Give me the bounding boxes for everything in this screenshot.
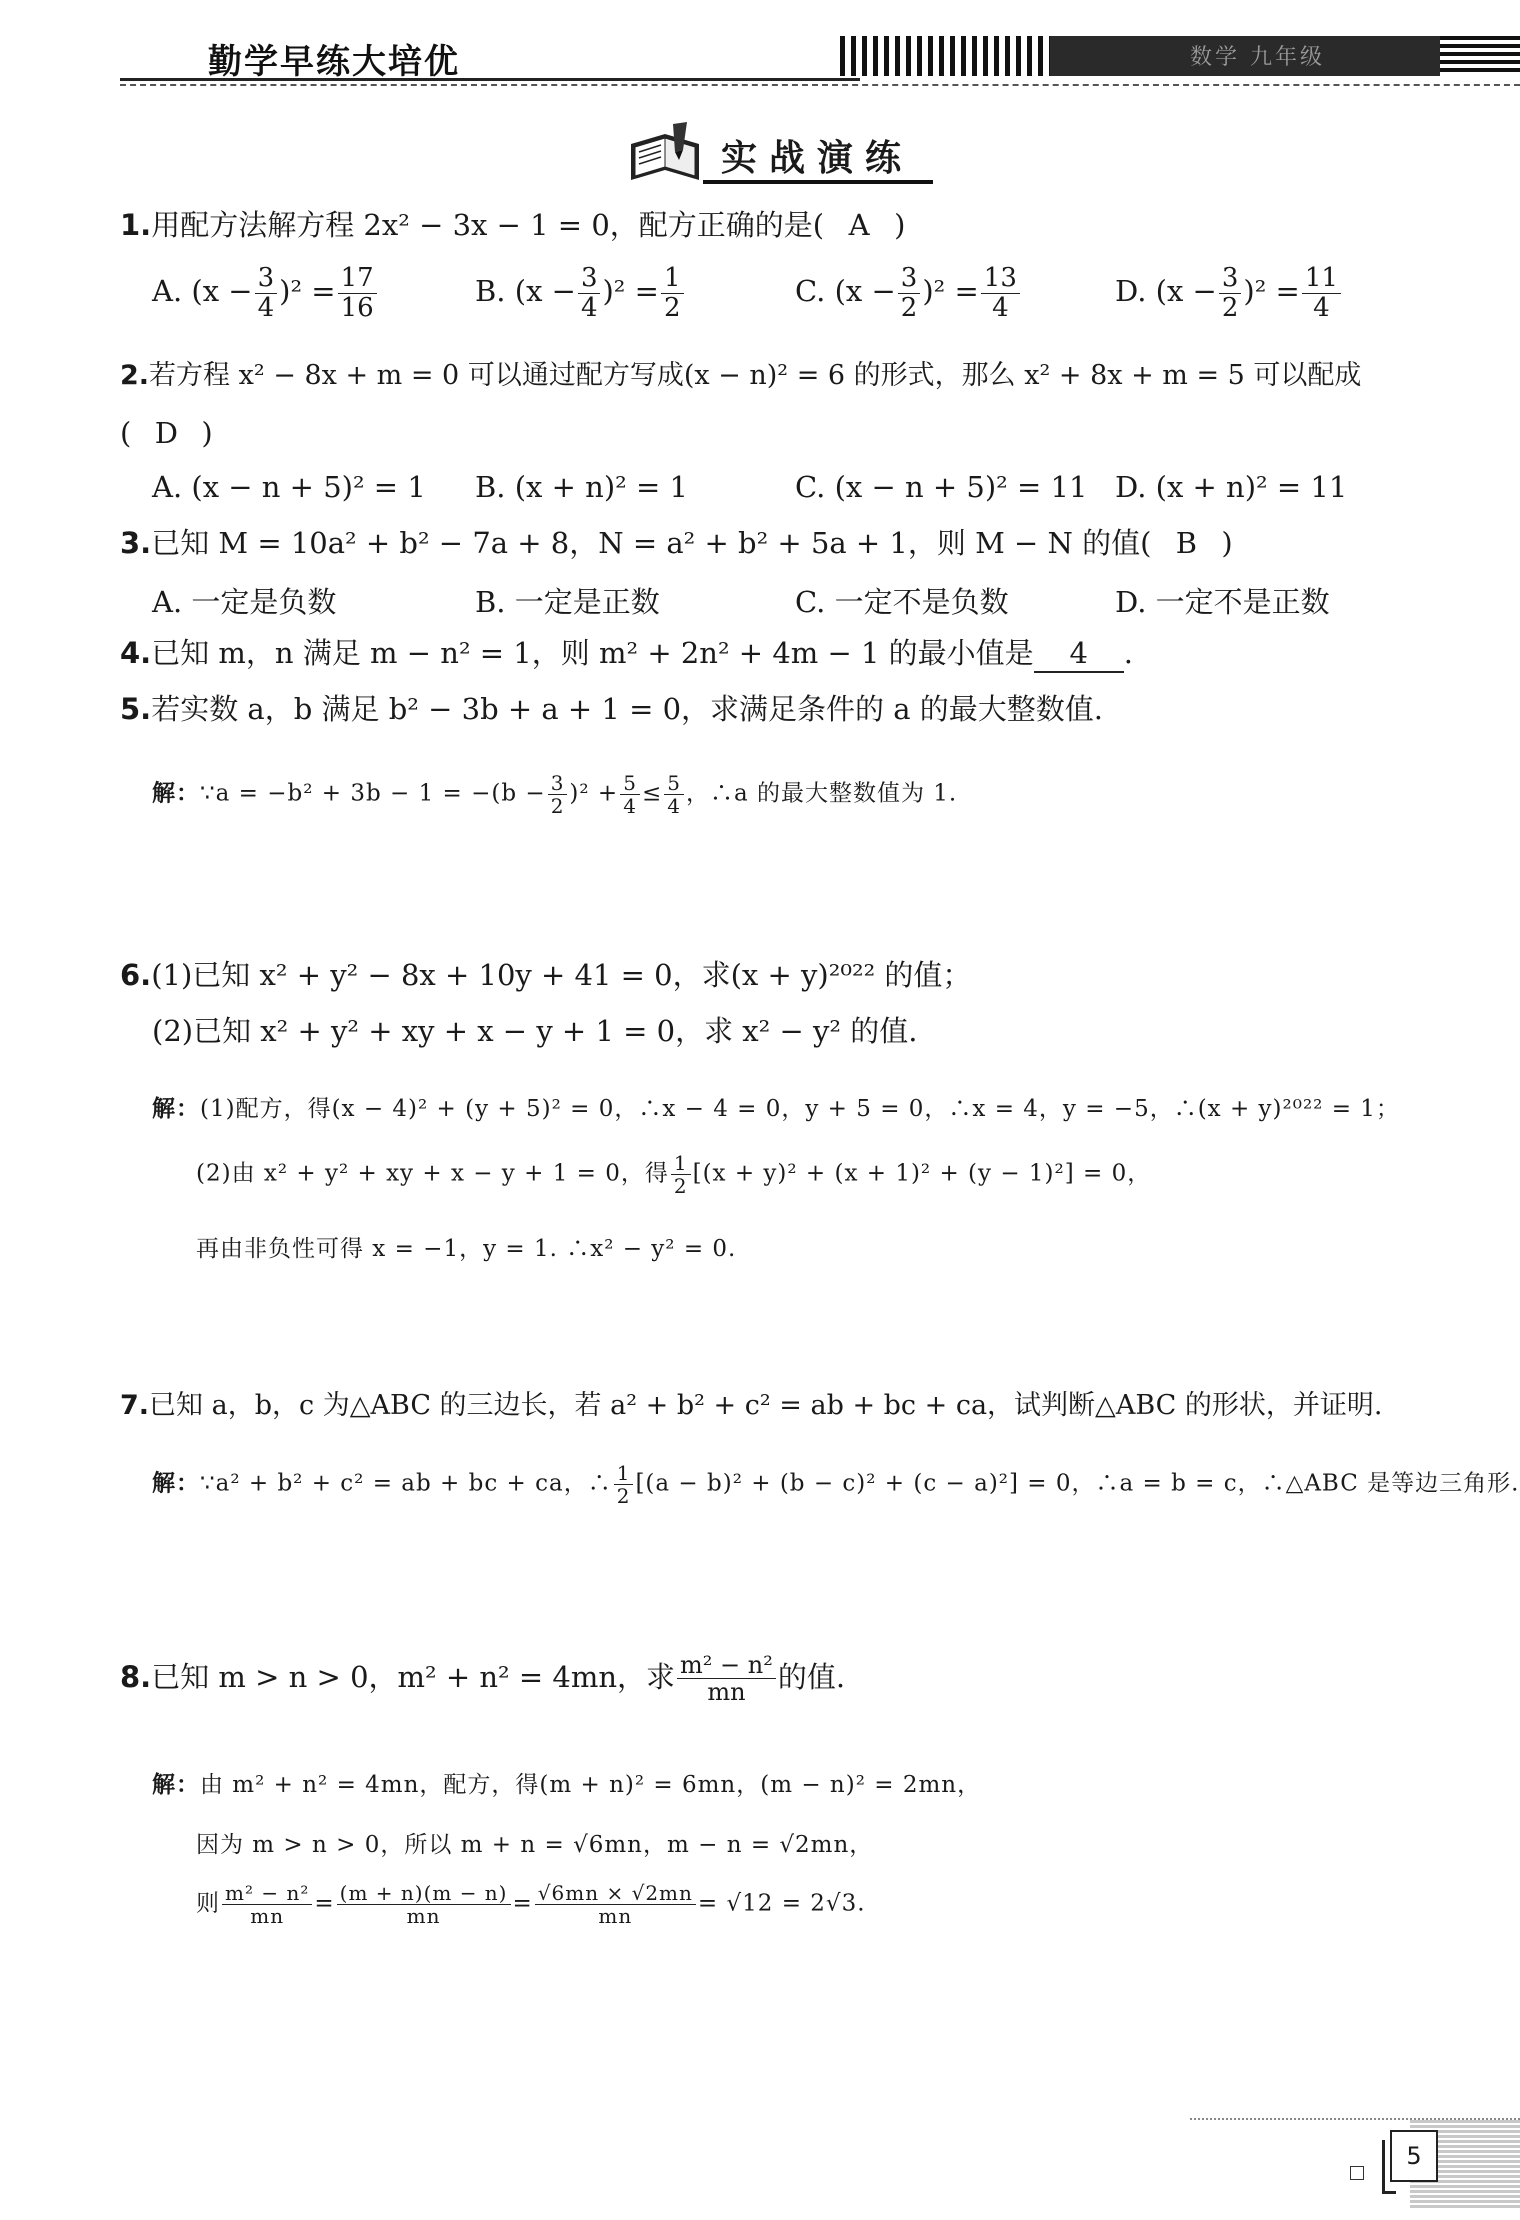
question-text: 用配方法解方程 2x² − 3x − 1 = 0，配方正确的是( bbox=[151, 208, 825, 242]
fraction bbox=[664, 772, 684, 817]
option-mid: )² = bbox=[922, 274, 979, 309]
question-1 bbox=[120, 208, 905, 243]
q6-solution-2 bbox=[196, 1152, 1151, 1197]
option-label: A. bbox=[152, 274, 183, 309]
denominator: 2 bbox=[900, 292, 918, 323]
question-text: 若方程 x² − 8x + m = 0 可以通过配方写成(x − n)² = 6 的形式，那么 x² + 8x + m = 5 可以配成 bbox=[149, 360, 1362, 391]
question-text: 若实数 a，b 满足 b² − 3b + a + 1 = 0，求满足条件的 a 的最大整数值. bbox=[151, 692, 1103, 726]
solution-text: (1)配方，得(x − 4)² + (y + 5)² = 0，∴x − 4 = 0，y + 5 = 0，∴x = 4，y = −5，∴(x + y)²⁰²² = 1； bbox=[200, 1096, 1400, 1122]
solution-label: 解： bbox=[152, 1096, 200, 1122]
numerator: m² − n² bbox=[222, 1882, 312, 1905]
solution-text: (2)由 x² + y² + xy + x − y + 1 = 0，得 bbox=[196, 1160, 669, 1187]
q6-solution-3: 再由非负性可得 x = −1，y = 1. ∴x² − y² = 0. bbox=[196, 1236, 737, 1262]
solution-text: 则 bbox=[196, 1890, 220, 1917]
question-8 bbox=[120, 1652, 845, 1706]
q3-option-d: D. 一定不是正数 bbox=[1115, 585, 1330, 619]
q1-option-b bbox=[475, 264, 686, 322]
option-pre: (x − bbox=[1155, 274, 1217, 309]
solution-text: = √12 = 2√3. bbox=[697, 1890, 866, 1917]
question-text: 已知 m，n 满足 m − n² = 1，则 m² + 2n² + 4m − 1 的最小值是 bbox=[151, 636, 1034, 670]
denominator: 16 bbox=[340, 292, 374, 323]
denominator: 2 bbox=[673, 1174, 688, 1198]
fraction bbox=[338, 264, 377, 322]
fraction bbox=[1219, 264, 1242, 322]
q1-option-a bbox=[152, 264, 379, 322]
header-lines bbox=[1440, 36, 1520, 76]
question-6-part-2: (2)已知 x² + y² + xy + x − y + 1 = 0，求 x² − y² 的值. bbox=[152, 1014, 918, 1048]
solution-text: [(x + y)² + (x + 1)² + (y − 1)²] = 0， bbox=[692, 1160, 1152, 1187]
question-number: 4. bbox=[120, 636, 152, 670]
denominator: 4 bbox=[667, 794, 681, 818]
option-mid: )² = bbox=[1243, 274, 1300, 309]
question-text: 已知 m > n > 0，m² + n² = 4mn，求 bbox=[151, 1659, 676, 1694]
answer: B bbox=[1175, 526, 1198, 560]
q2-option-b: B. (x + n)² = 1 bbox=[475, 470, 688, 504]
fraction bbox=[578, 264, 601, 322]
solution-label: 解： bbox=[152, 780, 200, 807]
numerator: (m + n)(m − n) bbox=[337, 1882, 511, 1905]
fraction bbox=[337, 1882, 511, 1927]
section-title: 实战演练 bbox=[721, 138, 914, 179]
fraction bbox=[548, 772, 568, 817]
question-number: 7. bbox=[120, 1390, 150, 1421]
q7-solution bbox=[152, 1462, 1519, 1507]
question-4 bbox=[120, 636, 1133, 673]
page-number: 5 bbox=[1390, 2130, 1438, 2182]
numerator: 3 bbox=[1219, 264, 1242, 294]
numerator: 17 bbox=[338, 264, 377, 294]
denominator: 2 bbox=[663, 292, 681, 323]
option-pre: (x − bbox=[191, 274, 253, 309]
solution-label: 解： bbox=[152, 1772, 200, 1798]
numerator: 1 bbox=[661, 264, 684, 294]
question-text: 已知 a，b，c 为△ABC 的三边长，若 a² + b² + c² = ab + bc + ca，试判断△ABC 的形状，并证明. bbox=[149, 1390, 1383, 1421]
denominator: 2 bbox=[550, 794, 565, 818]
q2-option-d: D. (x + n)² = 11 bbox=[1115, 470, 1348, 504]
book-pencil-icon bbox=[625, 120, 705, 186]
question-5 bbox=[120, 692, 1103, 727]
fraction bbox=[677, 1652, 776, 1706]
fraction bbox=[255, 264, 278, 322]
question-3 bbox=[120, 526, 1233, 561]
q1-option-c bbox=[795, 264, 1022, 322]
header-strip-text: 数学 九年级 bbox=[1190, 45, 1325, 70]
answer: A bbox=[848, 208, 870, 242]
denominator: 2 bbox=[1221, 292, 1239, 323]
q3-option-c: C. 一定不是负数 bbox=[795, 585, 1009, 619]
question-number: 1. bbox=[120, 208, 152, 242]
option-mid: )² = bbox=[602, 274, 659, 309]
denominator: 4 bbox=[1313, 292, 1330, 323]
equals: = bbox=[314, 1890, 335, 1917]
numerator: 3 bbox=[548, 772, 568, 795]
question-number: 3. bbox=[120, 526, 152, 560]
numerator: 13 bbox=[981, 264, 1020, 294]
section-heading bbox=[625, 120, 935, 190]
solution-text: ，∴a 的最大整数值为 1. bbox=[685, 780, 958, 807]
numerator: 1 bbox=[614, 1462, 634, 1485]
solution-text: ∵a² + b² + c² = ab + bc + ca，∴ bbox=[200, 1470, 612, 1497]
q1-option-d bbox=[1115, 264, 1343, 322]
fraction bbox=[222, 1882, 312, 1927]
option-label: D. bbox=[1115, 274, 1147, 309]
paren-open: ( bbox=[120, 416, 132, 450]
question-number: 2. bbox=[120, 360, 150, 391]
denominator: 4 bbox=[257, 292, 275, 323]
q2-option-a: A. (x − n + 5)² = 1 bbox=[152, 470, 426, 504]
fraction bbox=[535, 1882, 696, 1927]
q2-option-c: C. (x − n + 5)² = 11 bbox=[795, 470, 1088, 504]
option-mid: )² = bbox=[279, 274, 336, 309]
fraction bbox=[1302, 264, 1341, 322]
denominator: 2 bbox=[616, 1484, 631, 1508]
question-text: 已知 M = 10a² + b² − 7a + 8，N = a² + b² + 5a + 1，则 M − N 的值( bbox=[151, 526, 1152, 560]
q8-solution-3 bbox=[196, 1882, 866, 1927]
numerator: √6mn × √2mn bbox=[535, 1882, 696, 1905]
denominator: 4 bbox=[623, 794, 637, 818]
denominator: mn bbox=[406, 1904, 441, 1928]
question-number: 6. bbox=[120, 958, 152, 992]
equals: = bbox=[512, 1890, 533, 1917]
fraction bbox=[614, 1462, 634, 1507]
answer-blank: 4 bbox=[1034, 636, 1124, 673]
period: . bbox=[1123, 636, 1133, 670]
numerator: 11 bbox=[1302, 264, 1341, 294]
solution-label: 解： bbox=[152, 1470, 200, 1497]
question-number: 8. bbox=[120, 1659, 152, 1694]
page-header bbox=[120, 30, 1520, 90]
solution-text: [(a − b)² + (b − c)² + (c − a)²] = 0，∴a = b = c，∴△ABC 是等边三角形. bbox=[635, 1470, 1520, 1497]
square-icon bbox=[1350, 2166, 1364, 2180]
option-pre: (x − bbox=[514, 274, 576, 309]
question-7 bbox=[120, 1390, 1383, 1422]
fraction bbox=[620, 772, 640, 817]
q3-option-a: A. 一定是负数 bbox=[152, 585, 337, 619]
answer: D bbox=[154, 416, 178, 450]
denominator: mn bbox=[250, 1904, 285, 1928]
numerator: 3 bbox=[898, 264, 921, 294]
fraction bbox=[661, 264, 684, 322]
numerator: 5 bbox=[664, 772, 684, 795]
paren-close: ) bbox=[201, 416, 213, 450]
numerator: m² − n² bbox=[677, 1652, 776, 1679]
section-underline bbox=[703, 180, 933, 184]
fraction bbox=[898, 264, 921, 322]
q8-solution-1 bbox=[152, 1766, 981, 1799]
paren-close: ) bbox=[1221, 526, 1233, 560]
numerator: 1 bbox=[671, 1152, 691, 1175]
numerator: 3 bbox=[255, 264, 278, 294]
question-text: (1)已知 x² + y² − 8x + 10y + 41 = 0，求(x + y)²⁰²² 的值； bbox=[151, 958, 972, 992]
header-dashed-rule bbox=[120, 84, 1520, 86]
numerator: 5 bbox=[620, 772, 640, 795]
numerator: 3 bbox=[578, 264, 601, 294]
solution-text: 由 m² + n² = 4mn，配方，得(m + n)² = 6mn，(m − n)² = 2mn， bbox=[200, 1772, 982, 1798]
denominator: 4 bbox=[580, 292, 598, 323]
q8-solution-2: 因为 m > n > 0，所以 m + n = √6mn，m − n = √2mn， bbox=[196, 1832, 874, 1858]
q6-solution-1 bbox=[152, 1090, 1400, 1123]
fraction bbox=[981, 264, 1020, 322]
option-label: B. bbox=[475, 274, 506, 309]
solution-text: )² + bbox=[569, 780, 619, 807]
question-text: 的值. bbox=[777, 1659, 846, 1694]
q3-option-b: B. 一定是正数 bbox=[475, 585, 660, 619]
question-2-answer-line bbox=[120, 416, 213, 451]
paren-close: ) bbox=[894, 208, 906, 242]
question-6-part-1 bbox=[120, 958, 971, 993]
fraction bbox=[671, 1152, 691, 1197]
denominator: mn bbox=[598, 1904, 633, 1928]
option-label: C. bbox=[795, 274, 826, 309]
q5-solution bbox=[152, 772, 957, 817]
question-2 bbox=[120, 360, 1361, 392]
solution-text: ≤ bbox=[641, 780, 663, 807]
question-number: 5. bbox=[120, 692, 152, 726]
denominator: mn bbox=[707, 1678, 746, 1707]
option-pre: (x − bbox=[834, 274, 896, 309]
solution-text: ∵a = −b² + 3b − 1 = −(b − bbox=[200, 780, 546, 807]
brand-title: 勤学早练大培优 bbox=[208, 42, 460, 82]
denominator: 4 bbox=[992, 292, 1009, 323]
